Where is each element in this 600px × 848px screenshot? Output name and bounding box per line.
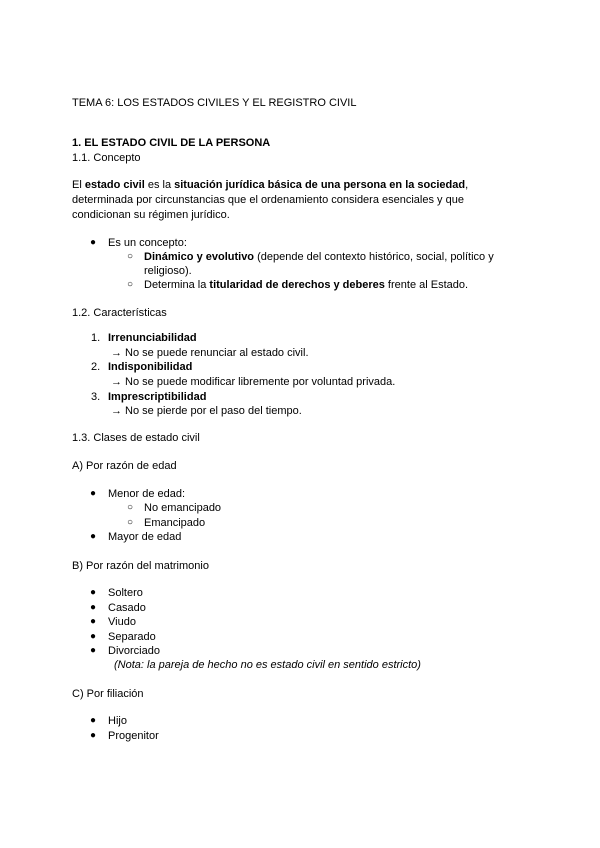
section-heading: 1. EL ESTADO CIVIL DE LA PERSONA xyxy=(72,137,271,149)
marriage-item: Divorciado xyxy=(108,645,160,657)
marriage-item: Casado xyxy=(108,602,146,614)
circle-bullet-icon: ○ xyxy=(127,279,134,290)
bullet-icon: ● xyxy=(90,616,97,627)
circle-bullet-icon: ○ xyxy=(127,251,134,262)
characteristic-note: → No se puede modificar libremente por voluntad privada. xyxy=(111,376,396,388)
concept-sub-2-a: Determina la xyxy=(144,279,210,291)
bullet-icon: ● xyxy=(90,602,97,613)
concept-sub-1-bold: Dinámico y evolutivo xyxy=(144,251,255,263)
age-minor-sub: Emancipado xyxy=(144,517,206,529)
characteristics-heading: 1.2. Características xyxy=(72,307,167,319)
concept-sub-1 xyxy=(144,250,494,264)
concept-sub-1-line-2: religioso). xyxy=(144,265,192,277)
characteristic-title: Indisponibilidad xyxy=(108,361,193,373)
definition-line-3: condicionan su régimen jurídico. xyxy=(72,209,230,221)
definition-text: El xyxy=(72,179,85,191)
definition-text: , xyxy=(465,179,469,191)
characteristic-title: Imprescriptibilidad xyxy=(108,391,207,403)
classes-heading: 1.3. Clases de estado civil xyxy=(72,432,200,444)
marriage-heading: B) Por razón del matrimonio xyxy=(72,560,209,572)
definition-key: situación jurídica básica de una persona en la sociedad xyxy=(174,179,466,191)
marriage-item: Viudo xyxy=(108,616,136,628)
age-adult: Mayor de edad xyxy=(108,531,182,543)
characteristic-title: Irrenunciabilidad xyxy=(108,332,197,344)
characteristic-note: → No se puede renunciar al estado civil. xyxy=(111,347,309,359)
bullet-icon: ● xyxy=(90,237,97,248)
marriage-item: Soltero xyxy=(108,587,143,599)
bullet-icon: ● xyxy=(90,587,97,598)
filiation-heading: C) Por filiación xyxy=(72,688,144,700)
age-minor-sub: No emancipado xyxy=(144,502,222,514)
bullet-icon: ● xyxy=(90,531,97,542)
marriage-note: (Nota: la pareja de hecho no es estado civil en sentido estricto) xyxy=(114,659,421,671)
marriage-item: Separado xyxy=(108,631,156,643)
definition-text: es la xyxy=(144,179,175,191)
definition-line-2: determinada por circunstancias que el ordenamiento considera esenciales y que xyxy=(72,194,464,206)
characteristic-note: → No se pierde por el paso del tiempo. xyxy=(111,405,302,417)
bullet-icon: ● xyxy=(90,715,97,726)
list-number: 3. xyxy=(91,391,101,403)
list-number: 1. xyxy=(91,332,101,344)
age-minor: Menor de edad: xyxy=(108,488,186,500)
concept-sub-2 xyxy=(144,278,468,292)
circle-bullet-icon: ○ xyxy=(127,517,134,528)
definition-term: estado civil xyxy=(84,179,145,191)
list-number: 2. xyxy=(91,361,101,373)
bullet-icon: ● xyxy=(90,488,97,499)
concept-sub-2-b: titularidad de derechos y deberes xyxy=(209,279,385,291)
concept-bullet: Es un concepto: xyxy=(108,237,187,249)
circle-bullet-icon: ○ xyxy=(127,502,134,513)
definition-line-1 xyxy=(72,178,468,192)
concept-sub-1-rest: (depende del contexto histórico, social, político y xyxy=(254,251,494,263)
document-title: TEMA 6: LOS ESTADOS CIVILES Y EL REGISTRO CIVIL xyxy=(72,97,357,109)
concept-sub-2-c: frente al Estado. xyxy=(384,279,469,291)
filiation-item: Hijo xyxy=(108,715,127,727)
bullet-icon: ● xyxy=(90,631,97,642)
age-heading: A) Por razón de edad xyxy=(72,460,177,472)
concept-heading: 1.1. Concepto xyxy=(72,152,141,164)
bullet-icon: ● xyxy=(90,645,97,656)
bullet-icon: ● xyxy=(90,730,97,741)
filiation-item: Progenitor xyxy=(108,730,159,742)
